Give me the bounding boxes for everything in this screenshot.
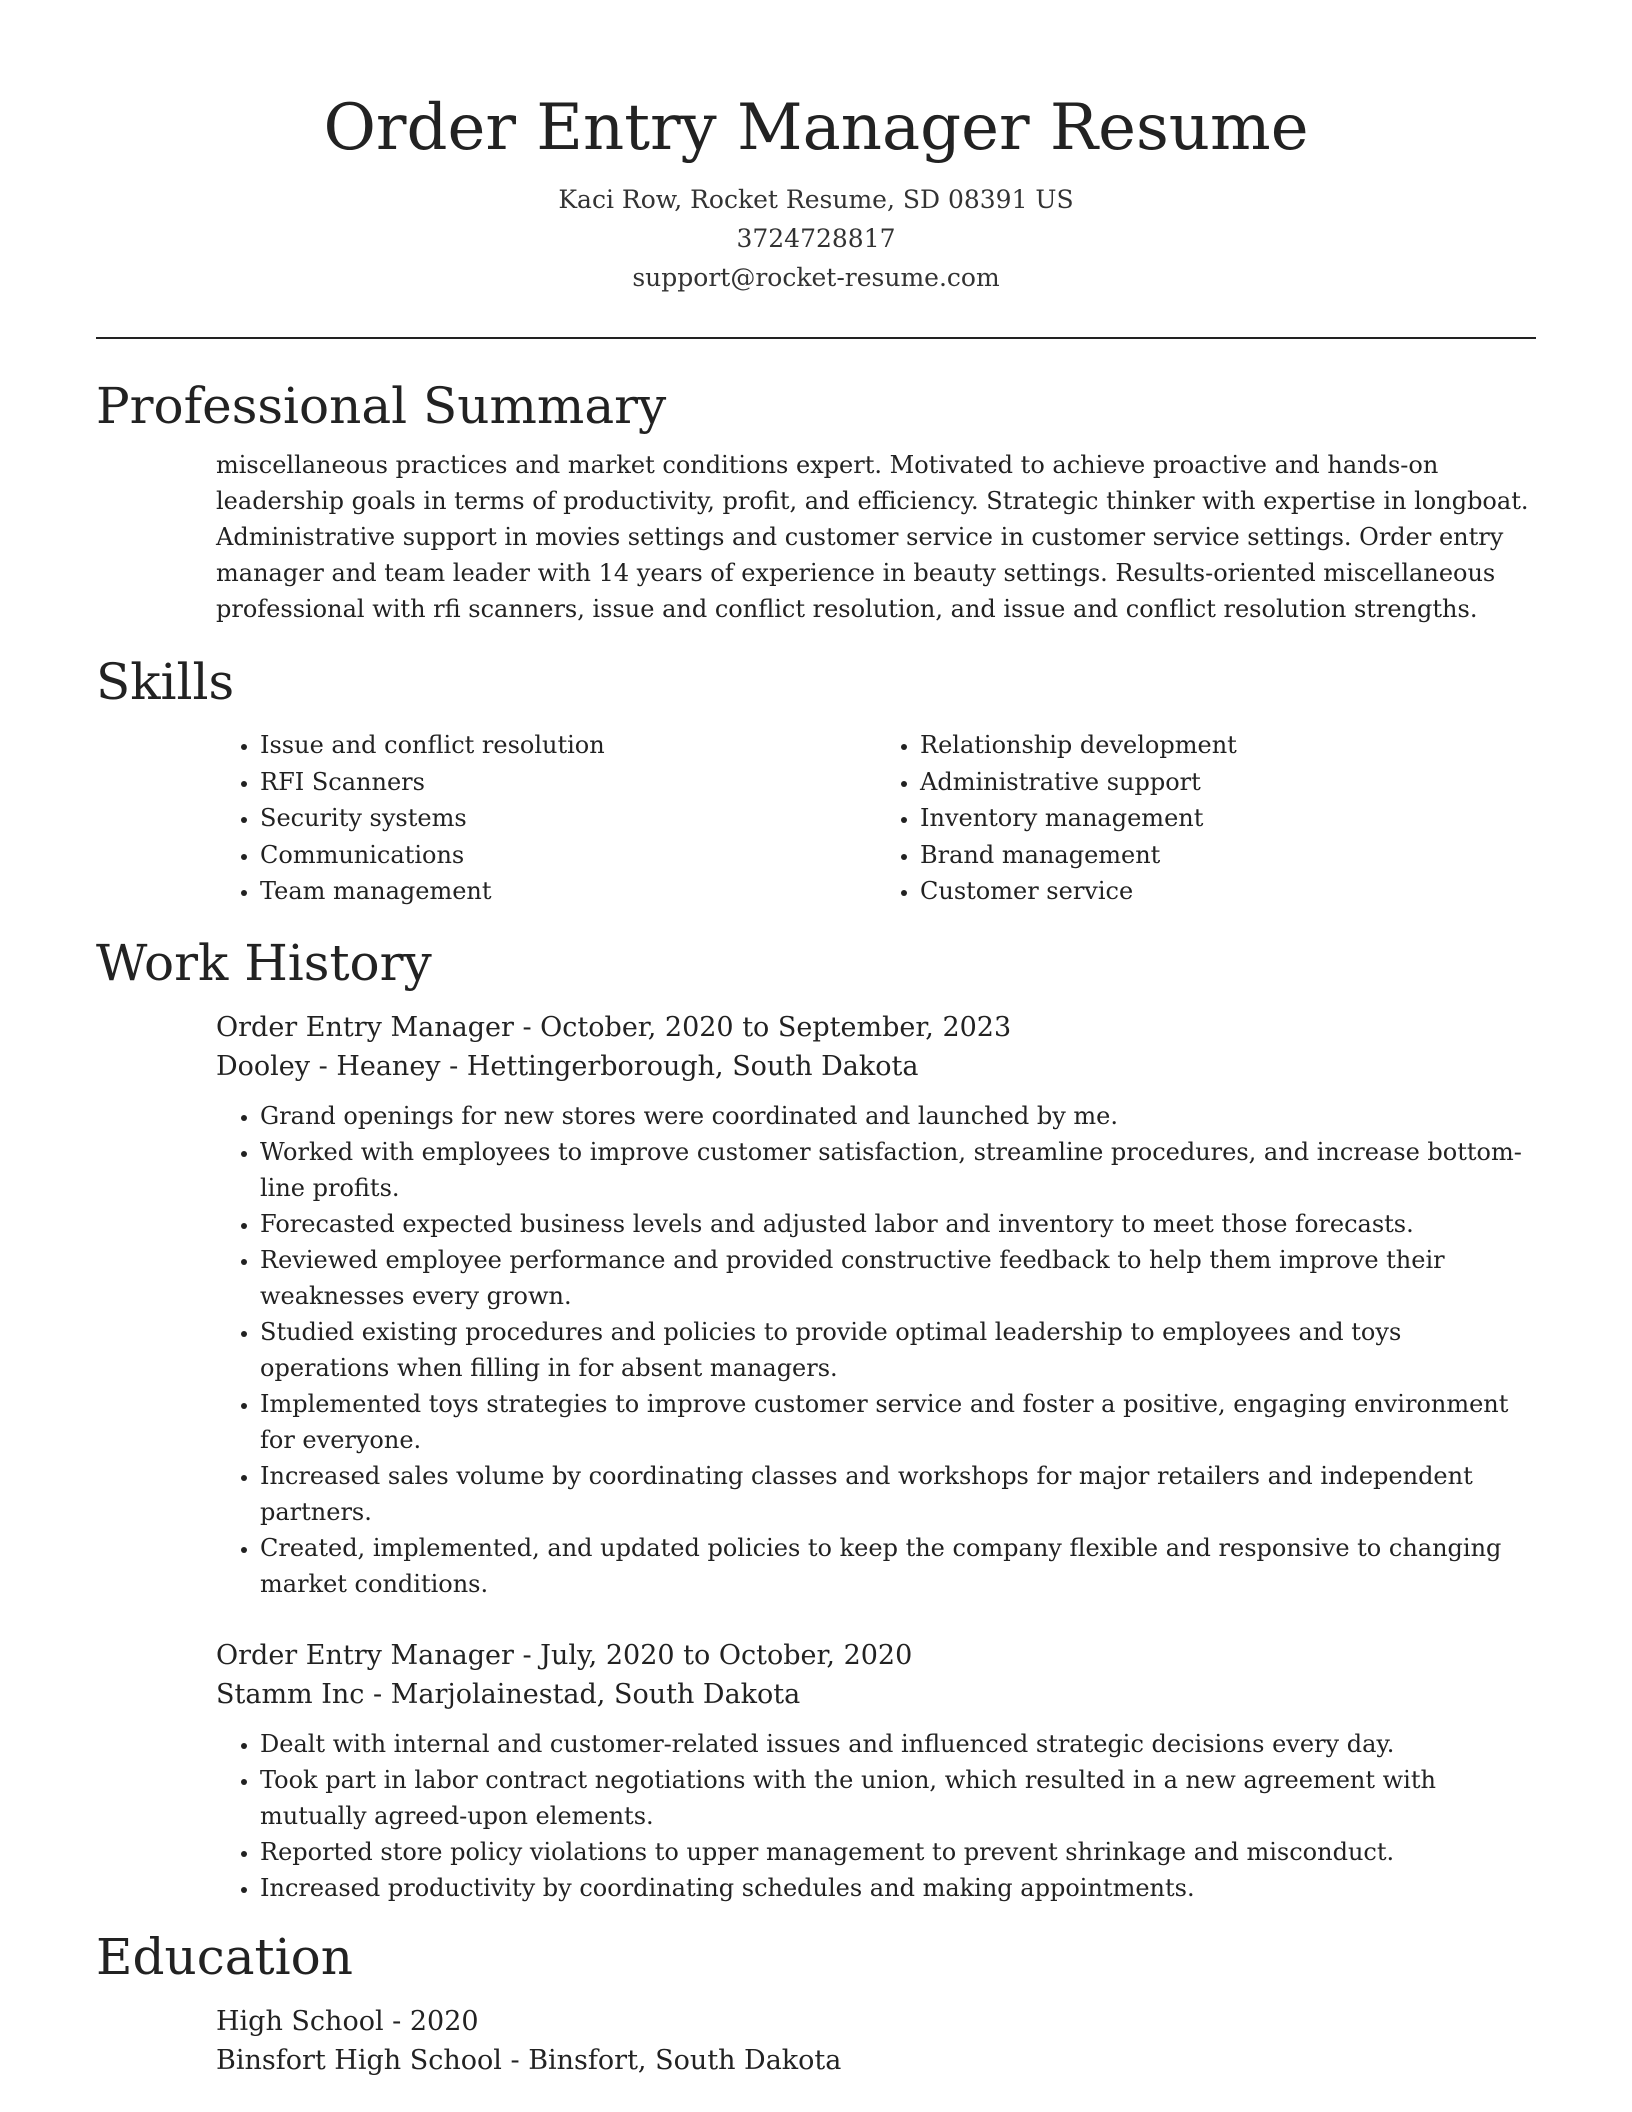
skill-item: • Communications xyxy=(260,837,876,874)
job-duties-list xyxy=(216,1098,1536,1602)
skill-item: • Relationship development xyxy=(920,727,1536,764)
duty-item: • Reported store policy violations to upper management to prevent shrinkage and misconduct. xyxy=(260,1834,1536,1870)
education-school-line: Binsfort High School - Binsfort, South Dakota xyxy=(216,2044,842,2076)
resume-header xyxy=(96,0,1536,297)
section-title-skills: Skills xyxy=(96,653,235,711)
header-divider xyxy=(96,337,1536,339)
job-entry xyxy=(216,1636,1536,1906)
contact-email: support@rocket-resume.com xyxy=(632,263,1000,292)
work-history-section xyxy=(96,930,1536,1906)
professional-summary-section xyxy=(96,373,1536,627)
skill-item: • Team management xyxy=(260,873,876,910)
job-company-line: Stamm Inc - Marjolainestad, South Dakota xyxy=(216,1678,801,1710)
skill-item: • Brand management xyxy=(920,837,1536,874)
duty-item: • Forecasted expected business levels and adjusted labor and inventory to meet those forecasts. xyxy=(260,1206,1536,1242)
section-title-summary: Professional Summary xyxy=(96,377,667,435)
education-section xyxy=(96,1924,1536,2080)
duty-item: • Took part in labor contract negotiations with the union, which resulted in a new agreement with mutually agreed-upon elements. xyxy=(260,1762,1536,1834)
duty-item: • Studied existing procedures and policies to provide optimal leadership to employees and toys operations when filling in for absent managers. xyxy=(260,1314,1536,1386)
skill-item: • Issue and conflict resolution xyxy=(260,727,876,764)
skill-item: • Security systems xyxy=(260,800,876,837)
contact-phone: 3724728817 xyxy=(736,224,896,253)
summary-text: miscellaneous practices and market conditions expert. Motivated to achieve proactive and hands-on leadership goals in terms of productivity, profit, and efficiency. Strategic thinker with expertise in longboat. Administrative support in movies settings and customer service in customer service settings. Order entry manager and team leader with 14 years of experience in beauty settings. Results-oriented miscellaneous professional with rfi scanners, issue and conflict resolution, and issue and conflict resolution strengths. xyxy=(216,451,1529,623)
section-title-work-history: Work History xyxy=(96,933,432,992)
skill-item: • RFI Scanners xyxy=(260,764,876,801)
contact-address: Kaci Row, Rocket Resume, SD 08391 US xyxy=(558,185,1074,214)
contact-block xyxy=(96,180,1536,297)
job-title-line: Order Entry Manager - October, 2020 to September, 2023 xyxy=(216,1011,1012,1043)
resume-title: Order Entry Manager Resume xyxy=(323,91,1309,165)
duty-item: • Increased sales volume by coordinating classes and workshops for major retailers and independent partners. xyxy=(260,1458,1536,1530)
skills-columns xyxy=(216,727,1536,910)
duty-item: • Dealt with internal and customer-related issues and influenced strategic decisions every day. xyxy=(260,1726,1536,1762)
skills-list-left xyxy=(216,727,876,910)
duty-item: • Reviewed employee performance and provided constructive feedback to help them improve their weaknesses every grown. xyxy=(260,1242,1536,1314)
duty-item: • Worked with employees to improve customer satisfaction, streamline procedures, and increase bottom-line profits. xyxy=(260,1134,1536,1206)
job-entry xyxy=(216,1008,1536,1602)
duty-item: • Created, implemented, and updated policies to keep the company flexible and responsive to changing market conditions. xyxy=(260,1530,1536,1602)
skill-item: • Customer service xyxy=(920,873,1536,910)
skills-list-right xyxy=(876,727,1536,910)
duty-item: • Grand openings for new stores were coordinated and launched by me. xyxy=(260,1098,1536,1134)
job-title-line: Order Entry Manager - July, 2020 to October, 2020 xyxy=(216,1639,913,1671)
duty-item: • Increased productivity by coordinating schedules and making appointments. xyxy=(260,1870,1536,1906)
duty-item: • Implemented toys strategies to improve customer service and foster a positive, engaging environment for everyone. xyxy=(260,1386,1536,1458)
skill-item: • Inventory management xyxy=(920,800,1536,837)
job-company-line: Dooley - Heaney - Hettingerborough, South Dakota xyxy=(216,1050,919,1082)
job-duties-list xyxy=(216,1726,1536,1906)
skills-section xyxy=(96,649,1536,910)
section-title-education: Education xyxy=(96,1927,353,1986)
education-degree-line: High School - 2020 xyxy=(216,2005,479,2037)
skill-item: • Administrative support xyxy=(920,764,1536,801)
